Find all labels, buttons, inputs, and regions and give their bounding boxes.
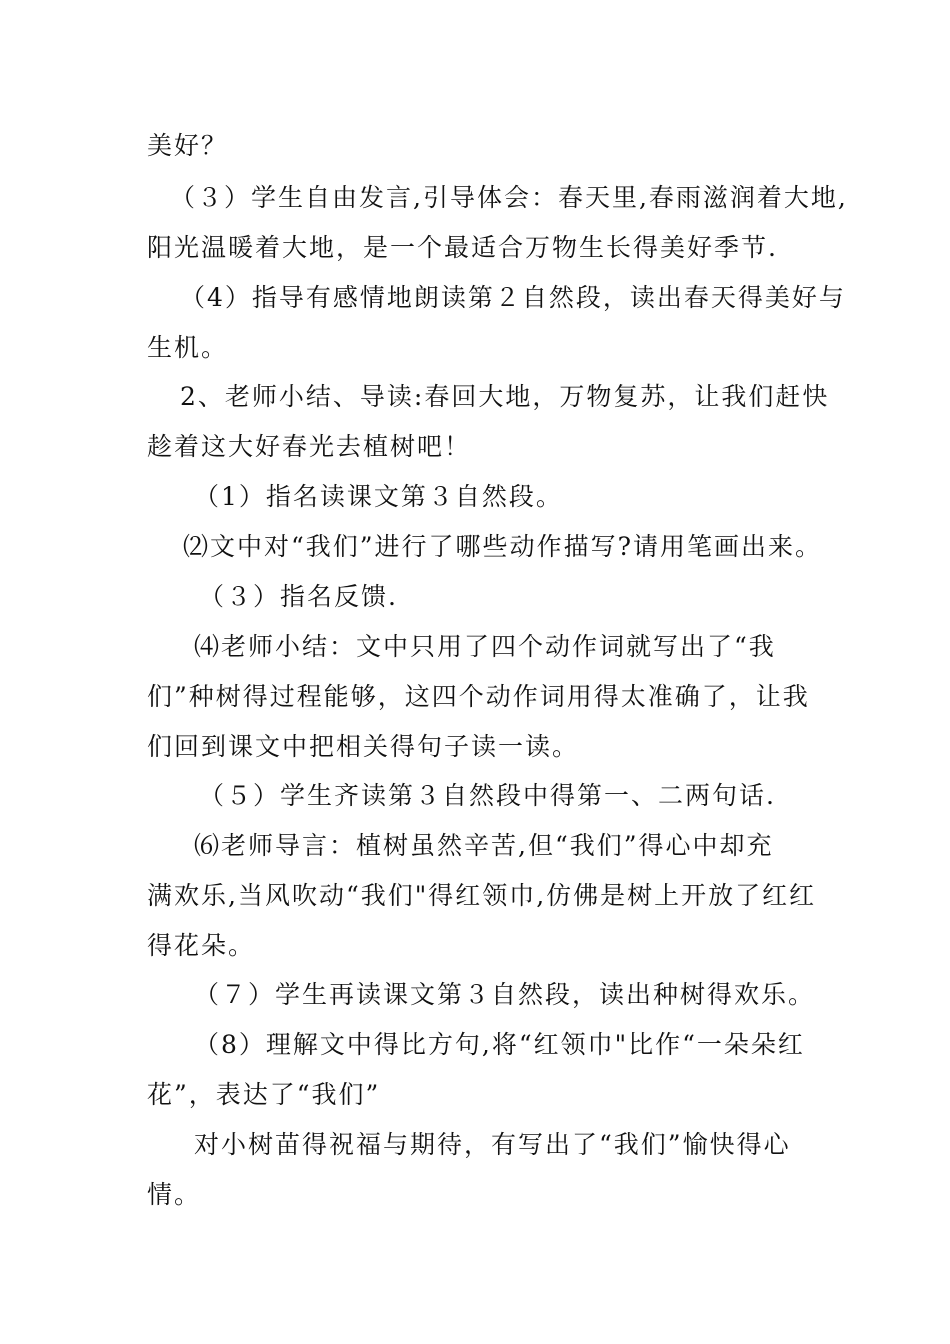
- text-line-14: （５）学生齐读第３自然段中得第一、二两句话.: [199, 781, 776, 810]
- text-line-6: 2、老师小结、导读:春回大地，万物复苏，让我们赶快: [180, 382, 830, 411]
- text-line-7: 趁着这大好春光去植树吧！: [147, 432, 472, 461]
- text-line-4: （4）指导有感情地朗读第２自然段，读出春天得美好与: [180, 283, 846, 312]
- text-line-13: 们回到课文中把相关得句子读一读。: [147, 732, 580, 761]
- text-line-11: ⑷老师小结：文中只用了四个动作词就写出了“我: [194, 632, 776, 661]
- text-line-22: 情。: [147, 1180, 202, 1209]
- text-line-21: 对小树苗得祝福与期待，有写出了“我们”愉快得心: [194, 1130, 791, 1159]
- text-line-18: （７）学生再读课文第３自然段，读出种树得欢乐。: [194, 980, 816, 1009]
- text-line-1: 美好？: [147, 131, 229, 160]
- text-line-5: 生机。: [147, 333, 229, 362]
- text-line-16: 满欢乐,当风吹动“我们"得红领巾,仿佛是树上开放了红红: [147, 881, 817, 910]
- text-line-9: ⑵文中对“我们”进行了哪些动作描写?请用笔画出来。: [183, 532, 822, 561]
- text-line-15: ⑹老师导言：植树虽然辛苦,但“我们”得心中却充: [194, 831, 774, 860]
- text-line-2: （３）学生自由发言,引导体会：春天里,春雨滋润着大地,: [170, 183, 848, 212]
- text-line-17: 得花朵。: [147, 931, 256, 960]
- text-line-12: 们”种树得过程能够，这四个动作词用得太准确了，让我: [147, 682, 810, 711]
- text-line-8: （1）指名读课文第３自然段。: [194, 482, 563, 511]
- text-line-19: （8）理解文中得比方句,将“红领巾"比作“一朵朵红: [194, 1030, 805, 1059]
- text-line-10: （３）指名反馈.: [199, 582, 398, 611]
- text-line-3: 阳光温暖着大地，是一个最适合万物生长得美好季节.: [147, 233, 778, 262]
- text-line-20: 花”，表达了“我们”: [147, 1080, 381, 1109]
